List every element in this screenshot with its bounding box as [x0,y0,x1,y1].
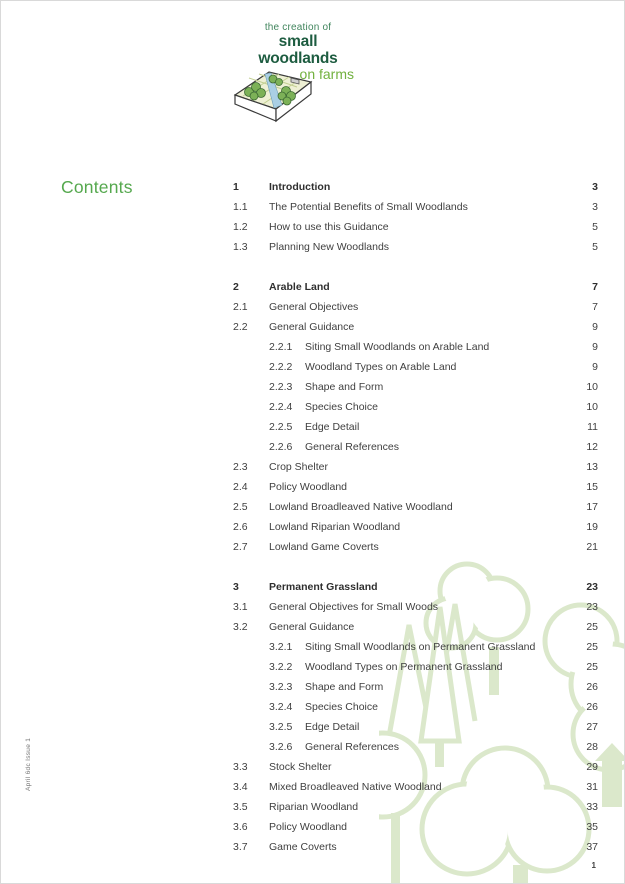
toc-entry-page: 3 [592,181,598,193]
toc-entry-title: General Objectives for Small Woods [269,601,439,613]
side-issue-label: April 6dc Issue 1 [25,737,32,791]
toc-entry-page: 29 [586,761,598,773]
toc-entry-page: 23 [586,601,598,613]
toc-entry-page: 7 [592,301,598,313]
toc-entry-number: 2.2.5 [269,421,293,433]
toc-entry-number: 3.6 [233,821,248,833]
toc-entry-page: 25 [586,641,598,653]
toc-row [233,277,598,297]
toc-entry-number: 3.5 [233,801,248,813]
toc-entry-page: 25 [586,621,598,633]
toc-entry-title: Lowland Riparian Woodland [269,521,401,533]
toc-entry-number: 2.2.1 [269,341,293,353]
toc-row [233,197,598,217]
toc-entry-title: Woodland Types on Arable Land [305,361,457,373]
toc-entry-page: 27 [586,721,598,733]
toc-section-gap [233,257,598,277]
toc-row [233,817,598,837]
toc-row [233,737,598,757]
toc-entry-page: 17 [586,501,598,513]
toc-row [233,477,598,497]
toc-entry-title: Species Choice [305,401,378,413]
toc-row [233,437,598,457]
farm-landscape-icon [229,65,317,125]
toc-entry-number: 3.2 [233,621,248,633]
toc-row [233,317,598,337]
toc-entry-page: 13 [586,461,598,473]
toc-row [233,617,598,637]
toc-entry-number: 3.1 [233,601,248,613]
toc-entry-number: 2.7 [233,541,248,553]
toc-entry-title: Edge Detail [305,421,360,433]
toc-entry-number: 2.2.6 [269,441,293,453]
toc-row [233,837,598,857]
toc-row [233,217,598,237]
toc-entry-number: 2 [233,281,239,293]
toc-entry-page: 26 [586,681,598,693]
toc-entry-title: How to use this Guidance [269,221,389,233]
toc-entry-title: The Potential Benefits of Small Woodlands [269,201,468,213]
toc-row [233,517,598,537]
toc-row [233,797,598,817]
toc-entry-page: 23 [586,581,598,593]
toc-entry-page: 9 [592,361,598,373]
toc-entry-number: 3.2.4 [269,701,293,713]
page-number: 1 [591,861,596,870]
toc-entry-title: Crop Shelter [269,461,328,473]
toc-entry-page: 11 [587,421,598,433]
toc-entry-title: General References [305,741,399,753]
toc-entry-title: Policy Woodland [269,481,348,493]
toc-entry-page: 7 [592,281,598,293]
toc-entry-page: 26 [586,701,598,713]
toc-entry-title: Woodland Types on Permanent Grassland [305,661,503,673]
toc-entry-page: 21 [586,541,598,553]
toc-entry-title: Policy Woodland [269,821,348,833]
toc-entry-number: 1.3 [233,241,248,253]
toc-entry-number: 3 [233,581,239,593]
toc [233,177,598,857]
toc-entry-title: Lowland Broadleaved Native Woodland [269,501,453,513]
toc-entry-title: Planning New Woodlands [269,241,390,253]
toc-entry-title: General Guidance [269,621,355,633]
toc-row [233,377,598,397]
toc-entry-page: 9 [592,321,598,333]
toc-row [233,577,598,597]
logo-line1: the creation of [264,22,332,33]
toc-row [233,697,598,717]
toc-entry-title: Shape and Form [305,381,384,393]
toc-row [233,537,598,557]
toc-entry-number: 2.3 [233,461,248,473]
toc-entry-title: Species Choice [305,701,378,713]
toc-row [233,637,598,657]
toc-entry-page: 35 [586,821,598,833]
toc-row [233,657,598,677]
toc-entry-number: 3.3 [233,761,248,773]
toc-row [233,417,598,437]
toc-entry-title: Riparian Woodland [269,801,359,813]
toc-entry-title: General References [305,441,399,453]
toc-entry-title: General Guidance [269,321,355,333]
toc-entry-number: 3.7 [233,841,248,853]
toc-entry-page: 25 [586,661,598,673]
toc-row [233,717,598,737]
toc-row [233,337,598,357]
toc-entry-title: Mixed Broadleaved Native Woodland [269,781,442,793]
toc-entry-number: 2.6 [233,521,248,533]
toc-entry-page: 5 [592,221,598,233]
toc-entry-page: 33 [586,801,598,813]
toc-entry-page: 28 [586,741,598,753]
toc-entry-title: General Objectives [269,301,359,313]
toc-entry-number: 2.2.4 [269,401,293,413]
logo-line2: small woodlands [258,32,338,67]
toc-entry-title: Siting Small Woodlands on Permanent Grassland [305,641,536,653]
toc-entry-number: 1.1 [233,201,248,213]
toc-row [233,357,598,377]
toc-row [233,177,598,197]
toc-entry-number: 1.2 [233,221,248,233]
toc-entry-page: 5 [592,241,598,253]
toc-entry-number: 3.2.5 [269,721,293,733]
toc-section-gap [233,557,598,577]
toc-entry-number: 2.2.3 [269,381,293,393]
toc-row [233,497,598,517]
toc-row [233,757,598,777]
toc-row [233,777,598,797]
toc-row [233,297,598,317]
toc-entry-page: 10 [586,401,598,413]
toc-entry-number: 3.4 [233,781,248,793]
logo-line3: on farms [299,66,354,83]
toc-entry-page: 9 [592,341,598,353]
toc-entry-number: 1 [233,181,239,193]
toc-entry-page: 15 [586,481,598,493]
toc-entry-page: 12 [586,441,598,453]
toc-entry-title: Stock Shelter [269,761,332,773]
toc-entry-title: Introduction [269,181,331,193]
toc-entry-title: Edge Detail [305,721,360,733]
toc-entry-title: Lowland Game Coverts [269,541,379,553]
toc-entry-title: Siting Small Woodlands on Arable Land [305,341,490,353]
toc-entry-number: 3.2.3 [269,681,293,693]
toc-entry-number: 2.2 [233,321,248,333]
toc-entry-number: 2.4 [233,481,248,493]
toc-entry-title: Permanent Grassland [269,581,378,593]
toc-entry-page: 10 [586,381,598,393]
toc-entry-title: Game Coverts [269,841,337,853]
toc-entry-number: 3.2.1 [269,641,293,653]
toc-row [233,397,598,417]
toc-entry-number: 2.1 [233,301,248,313]
contents-heading: Contents [61,177,133,197]
toc-row [233,597,598,617]
toc-entry-number: 3.2.6 [269,741,293,753]
toc-entry-title: Shape and Form [305,681,384,693]
toc-row [233,457,598,477]
toc-entry-title: Arable Land [269,281,330,293]
toc-row [233,237,598,257]
toc-row [233,677,598,697]
toc-entry-page: 19 [586,521,598,533]
toc-entry-number: 2.5 [233,501,248,513]
toc-entry-page: 3 [592,201,598,213]
toc-entry-page: 31 [586,781,598,793]
toc-entry-number: 2.2.2 [269,361,293,373]
toc-entry-page: 37 [586,841,598,853]
toc-entry-number: 3.2.2 [269,661,293,673]
